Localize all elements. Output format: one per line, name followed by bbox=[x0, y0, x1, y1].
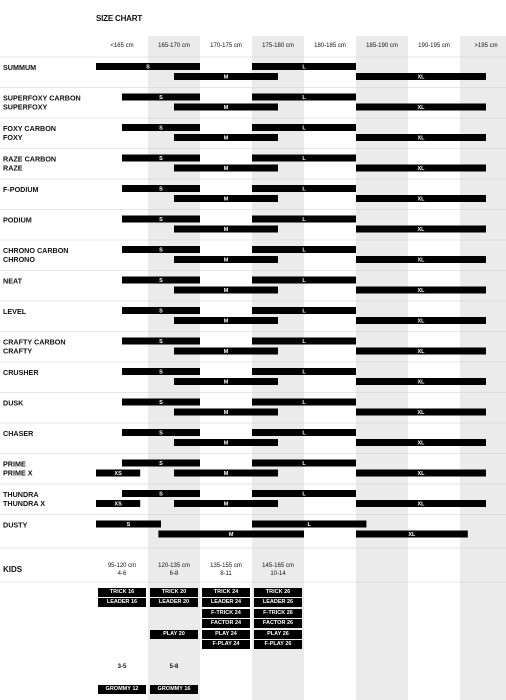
size-label: XL bbox=[417, 105, 425, 111]
model-name: FOXY CARBON bbox=[3, 124, 56, 133]
height-column-header: 180-185 cm bbox=[314, 43, 346, 49]
height-column-header: 185-190 cm bbox=[366, 43, 398, 49]
size-label: S bbox=[159, 339, 163, 345]
size-label: XL bbox=[417, 440, 425, 447]
size-label: L bbox=[302, 278, 306, 284]
size-label: S bbox=[159, 308, 163, 315]
model-name: DUSK bbox=[3, 398, 24, 408]
model-name: PRIME bbox=[3, 459, 26, 469]
size-label: M bbox=[223, 196, 229, 203]
size-label: L bbox=[302, 217, 306, 223]
kids-board-bar: TRICK 26 bbox=[254, 588, 302, 597]
size-label: L bbox=[302, 125, 306, 132]
size-label: S bbox=[159, 430, 163, 437]
size-label: L bbox=[302, 491, 306, 498]
kids-board-bar: PLAY 26 bbox=[254, 630, 302, 639]
size-label: L bbox=[302, 156, 306, 162]
model-name: SUPERFOXY CARBON bbox=[3, 93, 81, 103]
kids-height-range: 120-135 cm bbox=[158, 563, 190, 569]
size-label: L bbox=[302, 247, 306, 254]
model-name: CHRONO CARBON bbox=[3, 246, 69, 255]
kids-board-bar: PLAY 20 bbox=[150, 630, 198, 639]
size-label: XL bbox=[417, 166, 425, 172]
kids-board-bar: F-TRICK 26 bbox=[254, 609, 302, 618]
height-column-header: <165 cm bbox=[110, 43, 134, 49]
kids-column-header bbox=[252, 562, 304, 578]
model-name: F-PODIUM bbox=[3, 185, 39, 194]
size-label: L bbox=[302, 186, 306, 193]
size-label: M bbox=[223, 135, 229, 142]
height-column-header: 175-180 cm bbox=[262, 43, 294, 49]
kids-age-range: 8-11 bbox=[220, 571, 232, 577]
model-name: LEVEL bbox=[3, 307, 27, 316]
size-label: L bbox=[307, 522, 311, 528]
kids-board-bar: PLAY 24 bbox=[202, 630, 250, 639]
size-label: M bbox=[223, 318, 229, 325]
size-label: S bbox=[159, 247, 163, 254]
kids-board-bar: LEADER 20 bbox=[150, 598, 198, 607]
kids-board-bar: FACTOR 26 bbox=[254, 619, 302, 628]
model-name: CHRONO bbox=[3, 255, 35, 264]
kids-grommy-bar: GROMMY 12 bbox=[98, 685, 146, 694]
kids-age-range: 4-6 bbox=[117, 571, 127, 577]
model-name: CRAFTY bbox=[3, 346, 33, 356]
kids-column-header bbox=[96, 562, 148, 578]
size-label: M bbox=[223, 501, 229, 508]
kids-board-bar: F-TRICK 24 bbox=[202, 609, 250, 618]
size-label: M bbox=[223, 74, 229, 81]
model-name: FOXY bbox=[3, 133, 23, 142]
size-label: XL bbox=[417, 196, 425, 203]
size-label: XL bbox=[417, 501, 425, 508]
model-name: RAZE bbox=[3, 163, 23, 173]
size-label: XL bbox=[417, 410, 425, 416]
size-label: XS bbox=[114, 501, 122, 508]
size-label: XL bbox=[417, 318, 425, 325]
kids-board-bar: TRICK 24 bbox=[202, 588, 250, 597]
size-label: XL bbox=[408, 532, 416, 538]
size-label: L bbox=[302, 308, 306, 315]
size-label: S bbox=[159, 461, 163, 467]
kids-height-range: 135-155 cm bbox=[210, 563, 242, 569]
kids-age-range: 10-14 bbox=[270, 571, 286, 577]
kids-board-bar: LEADER 26 bbox=[254, 598, 302, 607]
model-name: SUMMUM bbox=[3, 63, 37, 72]
size-label: S bbox=[159, 278, 163, 284]
size-label: M bbox=[223, 288, 229, 294]
size-label: S bbox=[159, 217, 163, 223]
kids-board-bar: TRICK 20 bbox=[150, 588, 198, 597]
kids-board-bar: TRICK 16 bbox=[98, 588, 146, 597]
size-label: M bbox=[223, 257, 229, 264]
kids-column-header bbox=[148, 562, 200, 578]
size-label: L bbox=[302, 369, 306, 376]
size-label: L bbox=[302, 95, 306, 101]
size-label: L bbox=[302, 400, 306, 406]
size-label: XL bbox=[417, 74, 425, 81]
size-label: L bbox=[302, 339, 306, 345]
kids-board-bar: FACTOR 24 bbox=[202, 619, 250, 628]
chart-title: SIZE CHART bbox=[96, 14, 143, 23]
size-label: L bbox=[302, 461, 306, 467]
model-name: DUSTY bbox=[3, 520, 28, 530]
model-name: RAZE CARBON bbox=[3, 154, 57, 164]
model-name: THUNDRA bbox=[3, 490, 39, 499]
size-label: S bbox=[159, 125, 163, 132]
size-label: M bbox=[223, 471, 229, 477]
size-label: S bbox=[159, 400, 163, 406]
size-label: S bbox=[159, 369, 163, 376]
model-name: CHASER bbox=[3, 429, 34, 438]
size-label: S bbox=[159, 491, 163, 498]
model-name: PODIUM bbox=[3, 215, 32, 225]
size-label: S bbox=[159, 186, 163, 193]
kids-label: KIDS bbox=[3, 565, 23, 574]
model-name: NEAT bbox=[3, 276, 23, 286]
model-name: PRIME X bbox=[3, 468, 33, 478]
size-label: XL bbox=[417, 471, 425, 477]
size-label: S bbox=[146, 64, 150, 71]
kids-board-bar: F-PLAY 24 bbox=[202, 640, 250, 649]
height-column-header: >195 cm bbox=[474, 43, 498, 49]
model-name: THUNDRA X bbox=[3, 499, 46, 508]
kids-board-bar: LEADER 16 bbox=[98, 598, 146, 607]
model-name: CRAFTY CARBON bbox=[3, 337, 66, 347]
model-name: SUPERFOXY bbox=[3, 102, 48, 112]
height-column-header: 165-170 cm bbox=[158, 43, 190, 49]
kids-column-header bbox=[200, 562, 252, 578]
size-label: M bbox=[223, 349, 229, 355]
height-column-header: 170-175 cm bbox=[210, 43, 242, 49]
size-label: M bbox=[223, 227, 229, 233]
size-label: L bbox=[302, 430, 306, 437]
size-label: M bbox=[228, 532, 234, 538]
kids-age-label: 5-8 bbox=[169, 664, 179, 670]
size-label: S bbox=[159, 156, 163, 162]
model-name: CRUSHER bbox=[3, 368, 39, 377]
size-label: M bbox=[223, 440, 229, 447]
size-label: S bbox=[159, 95, 163, 101]
size-label: L bbox=[302, 64, 306, 71]
kids-board-bar: LEADER 24 bbox=[202, 598, 250, 607]
size-label: M bbox=[223, 166, 229, 172]
kids-height-range: 145-165 cm bbox=[262, 563, 294, 569]
kids-grommy-bar: GROMMY 16 bbox=[150, 685, 198, 694]
size-label: M bbox=[223, 105, 229, 111]
size-label: M bbox=[223, 410, 229, 416]
kids-height-range: 95-120 cm bbox=[107, 563, 137, 569]
size-label: XL bbox=[417, 349, 425, 355]
height-column-header: 190-195 cm bbox=[418, 43, 450, 49]
size-label: XS bbox=[114, 471, 122, 477]
size-label: XL bbox=[417, 288, 425, 294]
size-label: M bbox=[223, 379, 229, 386]
kids-age-label: 3-5 bbox=[117, 664, 127, 670]
size-label: XL bbox=[417, 135, 425, 142]
size-label: XL bbox=[417, 227, 425, 233]
size-label: XL bbox=[417, 379, 425, 386]
kids-age-range: 6-8 bbox=[169, 571, 179, 577]
kids-board-bar: F-PLAY 26 bbox=[254, 640, 302, 649]
size-label: S bbox=[126, 522, 131, 528]
size-label: XL bbox=[417, 257, 425, 264]
